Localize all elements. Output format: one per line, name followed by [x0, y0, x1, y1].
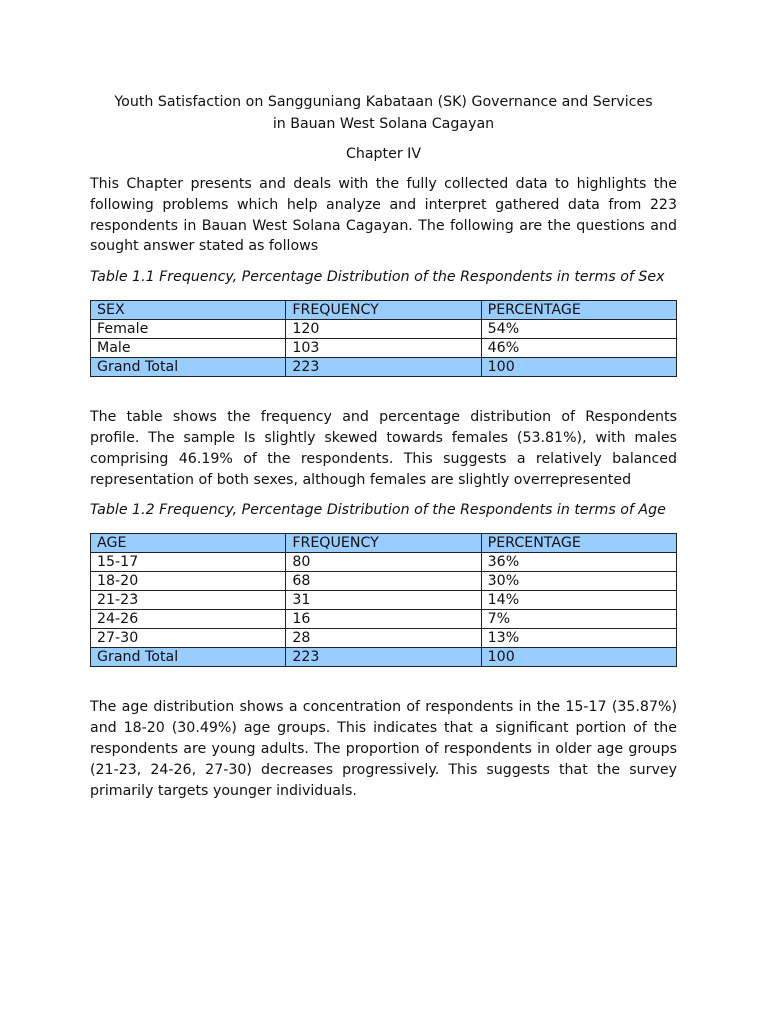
- table-cell: 80: [286, 553, 481, 572]
- table2-caption: Table 1.2 Frequency, Percentage Distribution of the Respondents in terms of Age: [90, 502, 666, 519]
- table-cell: 31: [286, 591, 481, 610]
- total-cell: 223: [286, 648, 481, 667]
- table-cell: 24-26: [91, 610, 286, 629]
- table-total-row: [91, 648, 677, 667]
- table-cell: 28: [286, 629, 481, 648]
- table-row: [91, 610, 677, 629]
- table-cell: 120: [286, 320, 481, 339]
- table-row: [91, 339, 677, 358]
- table-cell: 103: [286, 339, 481, 358]
- total-cell: Grand Total: [91, 648, 286, 667]
- table-header-row: [91, 301, 677, 320]
- table-header-row: [91, 534, 677, 553]
- total-cell: 223: [286, 358, 481, 377]
- table-row: [91, 553, 677, 572]
- table-cell: 14%: [481, 591, 676, 610]
- table-row: [91, 591, 677, 610]
- table-cell: 36%: [481, 553, 676, 572]
- table-cell: 27-30: [91, 629, 286, 648]
- table-cell: 46%: [481, 339, 676, 358]
- age-distribution-table: [90, 533, 677, 667]
- table-cell: 54%: [481, 320, 676, 339]
- table1-analysis: The table shows the frequency and percentage distribution of Respondents profile. The sample Is slightly skewed towards females (53.81%), with males comprising 46.19% of the respondents. This suggests a relatively balanced representation of both sexes, although females are slightly overrepresented: [90, 409, 677, 488]
- total-cell: Grand Total: [91, 358, 286, 377]
- header-cell: AGE: [91, 534, 286, 553]
- table-row: [91, 629, 677, 648]
- table-cell: 18-20: [91, 572, 286, 591]
- total-cell: 100: [481, 358, 676, 377]
- intro-paragraph: This Chapter presents and deals with the fully collected data to highlights the following problems which help analyze and interpret gathered data from 223 respondents in Bauan West Solana Cagayan. The following are the questions and sought answer stated as follows: [90, 176, 677, 255]
- table-row: [91, 320, 677, 339]
- table2-analysis: The age distribution shows a concentration of respondents in the 15-17 (35.87%) and 18-20 (30.49%) age groups. This indicates that a significant portion of the respondents are young adults. The proportion of respondents in older age groups (21-23, 24-26, 27-30) decreases progressively. This suggests that the survey primarily targets younger individuals.: [90, 699, 677, 799]
- table-cell: 13%: [481, 629, 676, 648]
- table1-caption: Table 1.1 Frequency, Percentage Distribution of the Respondents in terms of Sex: [90, 269, 665, 286]
- header-cell: FREQUENCY: [286, 534, 481, 553]
- title-line-1: Youth Satisfaction on Sangguniang Kabataan (SK) Governance and Services: [114, 94, 653, 110]
- table-cell: 16: [286, 610, 481, 629]
- title-line-2: in Bauan West Solana Cagayan: [272, 116, 495, 132]
- document-page: [90, 91, 677, 801]
- chapter-heading: Chapter IV: [345, 146, 422, 162]
- header-cell: SEX: [91, 301, 286, 320]
- table-cell: 21-23: [91, 591, 286, 610]
- table-cell: 7%: [481, 610, 676, 629]
- total-cell: 100: [481, 648, 676, 667]
- sex-distribution-table: [90, 300, 677, 377]
- header-cell: FREQUENCY: [286, 301, 481, 320]
- table-cell: Male: [91, 339, 286, 358]
- document-title: [90, 91, 677, 135]
- table-row: [91, 572, 677, 591]
- header-cell: PERCENTAGE: [481, 301, 676, 320]
- table-cell: Female: [91, 320, 286, 339]
- table-total-row: [91, 358, 677, 377]
- table-cell: 15-17: [91, 553, 286, 572]
- table-cell: 30%: [481, 572, 676, 591]
- header-cell: PERCENTAGE: [481, 534, 676, 553]
- table-cell: 68: [286, 572, 481, 591]
